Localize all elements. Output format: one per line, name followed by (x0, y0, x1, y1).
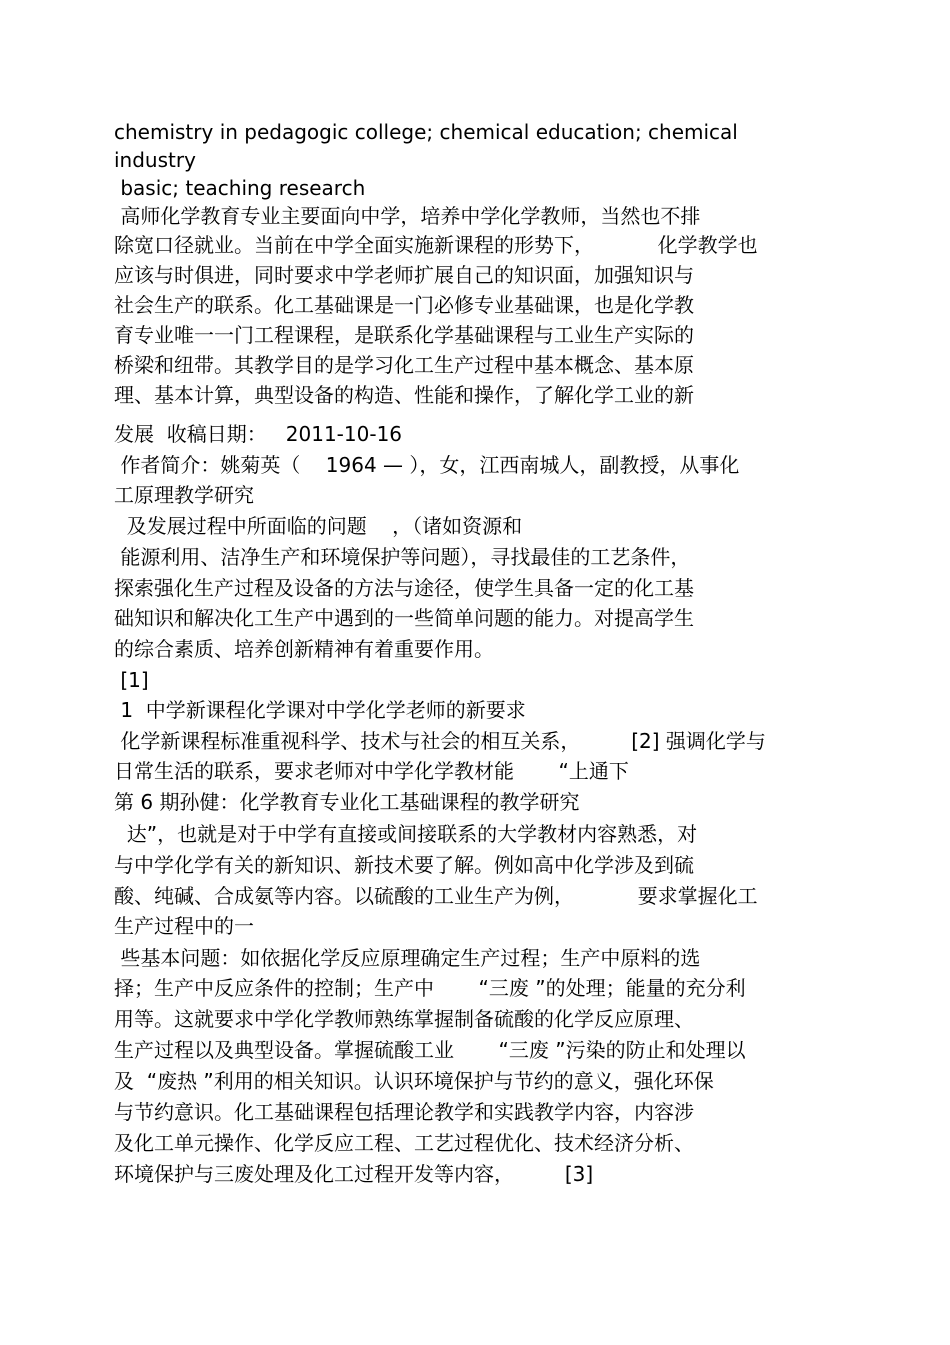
text-line-7: 社会生产的联系。化工基础课是一门必修专业基础课，也是化学教 (114, 293, 694, 317)
text-line-14: 及发展过程中所面临的问题 ，（诸如资源和 (114, 514, 523, 538)
text-line-25: 与中学化学有关的新知识、新技术要了解。例如高中化学涉及到硫 (114, 853, 694, 877)
text-line-5: 除宽口径就业。当前在中学全面实施新课程的形势下， 化学教学也 (114, 233, 758, 257)
text-line-12: 作者简介：姚菊英（ 1964 — ），女，江西南城人，副教授，从事化 (114, 453, 740, 477)
text-line-24: 达”，也就是对于中学有直接或间接联系的大学教材内容熟悉，对 (114, 822, 698, 846)
text-line-4: 高师化学教育专业主要面向中学，培养中学化学教师，当然也不排 (114, 204, 701, 228)
text-line-21: 化学新课程标准重视科学、技术与社会的相互关系， [2] 强调化学与 (114, 729, 766, 753)
text-line-32: 及 “废热 ”利用的相关知识。认识环境保护与节约的意义，强化环保 (114, 1069, 714, 1093)
text-line-6: 应该与时俱进，同时要求中学老师扩展自己的知识面，加强知识与 (114, 263, 694, 287)
text-line-9: 桥梁和纽带。其教学目的是学习化工生产过程中基本概念、基本原 (114, 353, 694, 377)
text-line-27: 生产过程中的一 (114, 914, 254, 938)
running-header: 第 6 期孙健：化学教育专业化工基础课程的教学研究 (114, 790, 580, 814)
text-line-26: 酸、纯碱、合成氨等内容。以硫酸的工业生产为例， 要求掌握化工 (114, 884, 758, 908)
text-line-33: 与节约意识。化工基础课程包括理论教学和实践教学内容，内容涉 (114, 1100, 694, 1124)
text-line-8: 育专业唯一一门工程课程，是联系化学基础课程与工业生产实际的 (114, 323, 694, 347)
text-line-28: 些基本问题：如依据化学反应原理确定生产过程；生产中原料的选 (114, 946, 701, 970)
text-line-19: [1] (114, 668, 149, 692)
text-line-10: 理、基本计算，典型设备的构造、性能和操作，了解化学工业的新 (114, 383, 694, 407)
text-line-1: chemistry in pedagogic college; chemical education; chemical (114, 120, 738, 144)
text-line-31: 生产过程以及典型设备。掌握硫酸工业 “三废 ”污染的防止和处理以 (114, 1038, 746, 1062)
text-line-30: 用等。这就要求中学化学教师熟练掌握制备硫酸的化学反应原理、 (114, 1007, 694, 1031)
text-line-18: 的综合素质、培养创新精神有着重要作用。 (114, 637, 494, 661)
section-heading-1: 1 中学新课程化学课对中学化学老师的新要求 (114, 698, 526, 722)
text-line-16: 探索强化生产过程及设备的方法与途径，使学生具备一定的化工基 (114, 576, 694, 600)
text-line-35: 环境保护与三废处理及化工过程开发等内容， [3] (114, 1162, 594, 1186)
text-line-13: 工原理教学研究 (114, 483, 254, 507)
text-line-22: 日常生活的联系，要求老师对中学化学教材能 “上通下 (114, 759, 629, 783)
text-line-3: basic; teaching research (114, 176, 366, 200)
text-line-29: 择；生产中反应条件的控制；生产中 “三废 ”的处理；能量的充分利 (114, 976, 746, 1000)
text-line-17: 础知识和解决化工生产中遇到的一些简单问题的能力。对提高学生 (114, 606, 694, 630)
text-line-11: 发展 收稿日期： 2011-10-16 (114, 422, 403, 446)
text-line-15: 能源利用、洁净生产和环境保护等问题），寻找最佳的工艺条件， (114, 545, 691, 569)
text-line-34: 及化工单元操作、化学反应工程、工艺过程优化、技术经济分析、 (114, 1131, 694, 1155)
text-line-2: industry (114, 148, 196, 172)
